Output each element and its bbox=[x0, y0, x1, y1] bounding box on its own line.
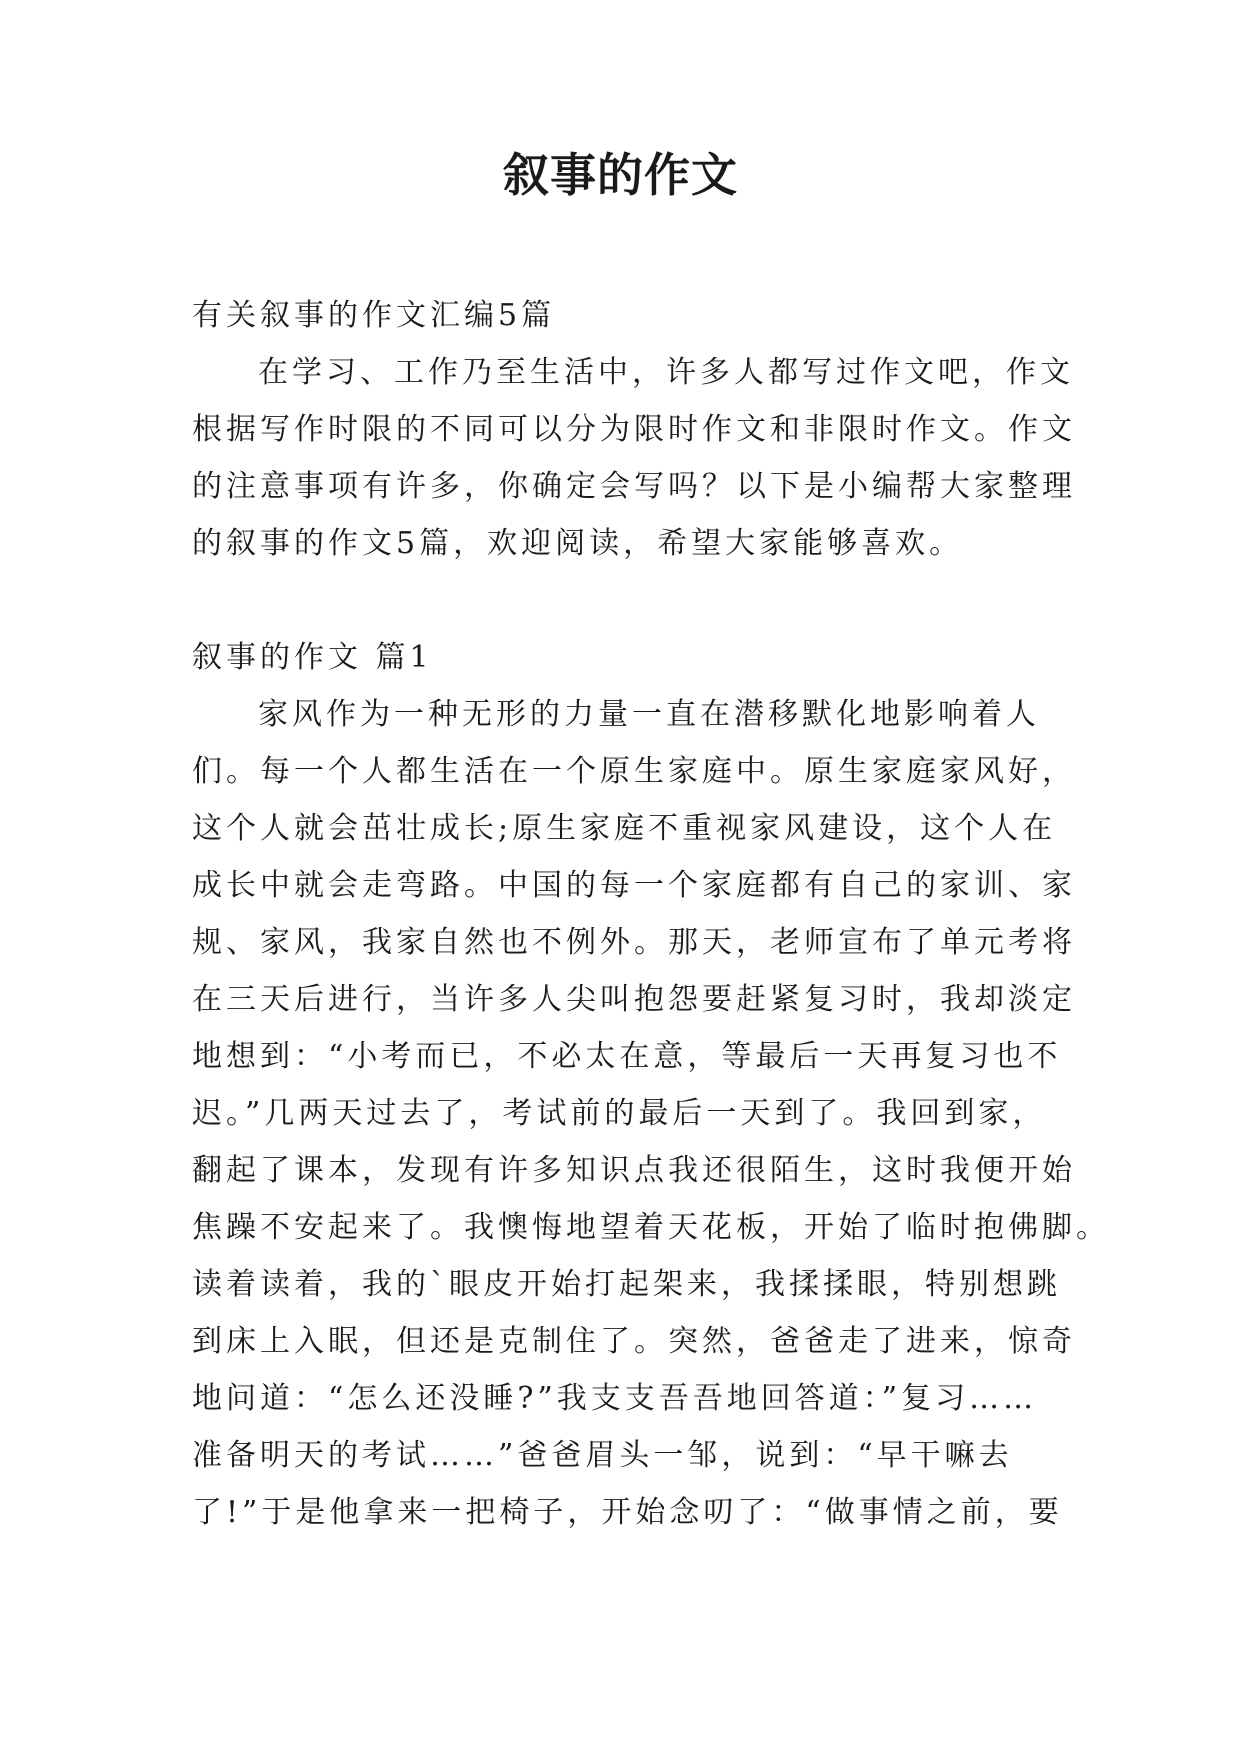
body-line: 焦躁不安起来了。我懊悔地望着天花板，开始了临时抱佛脚。 bbox=[192, 1210, 1110, 1245]
body-line: 家风作为一种无形的力量一直在潜移默化地影响着人 bbox=[258, 697, 1040, 732]
paragraph-spacer bbox=[192, 572, 1072, 629]
intro-line: 在学习、工作乃至生活中，许多人都写过作文吧，作文 bbox=[258, 355, 1074, 390]
body-line: 翻起了课本，发现有许多知识点我还很陌生，这时我便开始 bbox=[192, 1153, 1076, 1188]
body-line: 成长中就会走弯路。中国的每一个家庭都有自己的家训、家 bbox=[192, 868, 1076, 903]
document-title: 叙事的作文 bbox=[503, 148, 738, 202]
document-body bbox=[192, 287, 1110, 1541]
body-line: 到床上入眠，但还是克制住了。突然，爸爸走了进来，惊奇 bbox=[192, 1324, 1076, 1359]
body-line: 准备明天的考试……”爸爸眉头一邹，说到：“早干嘛去 bbox=[192, 1438, 1013, 1473]
body-line: 这个人就会茁壮成长;原生家庭不重视家风建设，这个人在 bbox=[192, 811, 1057, 846]
subtitle: 有关叙事的作文汇编5篇 bbox=[192, 298, 556, 333]
section-heading: 叙事的作文 篇1 bbox=[192, 640, 433, 675]
intro-line: 根据写作时限的不同可以分为限时作文和非限时作文。作文 bbox=[192, 412, 1076, 447]
intro-line: 的注意事项有许多，你确定会写吗？以下是小编帮大家整理 bbox=[192, 469, 1076, 504]
body-line: 了!”于是他拿来一把椅子，开始念叨了：“做事情之前，要 bbox=[192, 1495, 1063, 1530]
body-line: 地问道：“怎么还没睡?”我支支吾吾地回答道：”复习…… bbox=[192, 1381, 1038, 1416]
body-line: 在三天后进行，当许多人尖叫抱怨要赶紧复习时，我却淡定 bbox=[192, 982, 1076, 1017]
body-line: 地想到：“小考而已，不必太在意，等最后一天再复习也不 bbox=[192, 1039, 1062, 1074]
intro-line: 的叙事的作文5篇，欢迎阅读，希望大家能够喜欢。 bbox=[192, 526, 964, 561]
body-line: 规、家风，我家自然也不例外。那天，老师宣布了单元考将 bbox=[192, 925, 1076, 960]
body-line: 们。每一个人都生活在一个原生家庭中。原生家庭家风好， bbox=[192, 754, 1076, 789]
body-line: 读着读着，我的`眼皮开始打起架来，我揉揉眼，特别想跳 bbox=[192, 1267, 1061, 1302]
body-line: 迟。”几两天过去了，考试前的最后一天到了。我回到家， bbox=[192, 1096, 1047, 1131]
